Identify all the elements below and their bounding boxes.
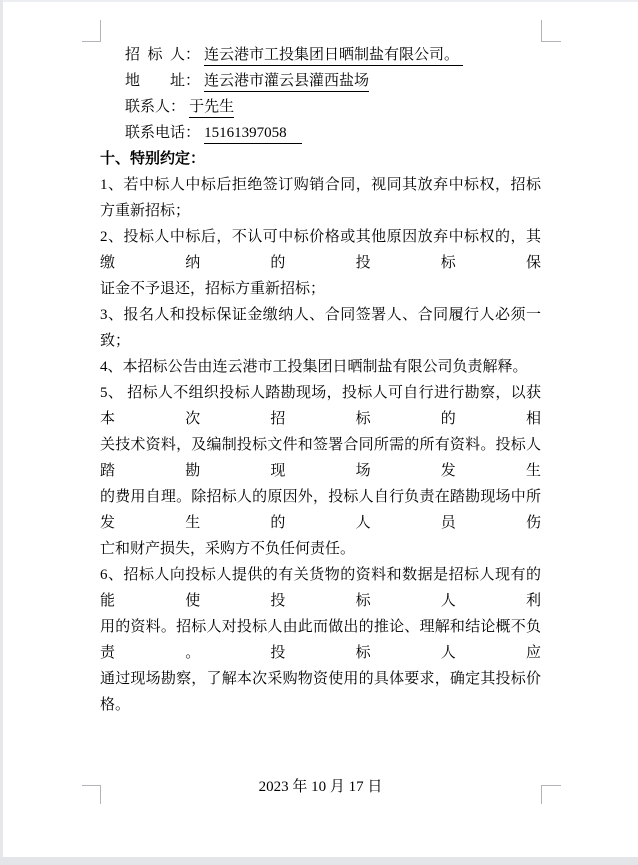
page-edge-top: [0, 0, 638, 2]
crop-mark-bottom-left: [82, 785, 101, 804]
page-edge-bottom: [0, 857, 638, 865]
contact-row: [125, 94, 541, 120]
contact-label: 联 系 电 话: [125, 125, 186, 141]
contact-label: 联 系 人: [125, 99, 171, 115]
contact-value: 15161397058: [204, 124, 302, 144]
text-column: [100, 42, 541, 800]
crop-mark-bottom-right: [541, 785, 561, 804]
crop-mark-top-left: [82, 20, 101, 42]
clause-line: 的费用自理。除招标人的原因外，投标人自行负责在踏勘现场中所发生的人员伤: [100, 489, 541, 531]
clause-line: 4、本招标公告由连云港市工投集团日晒制盐有限公司负责解释。: [100, 359, 528, 375]
clause-line: 用的资料。招标人对投标人由此而做出的推论、理解和结论概不负责。投标人应: [100, 619, 541, 661]
contact-colon: ：: [185, 125, 201, 141]
clause-line: 3、报名人和投标保证金缴纳人、合同签署人、合同履行人必须一致；: [100, 307, 541, 349]
contact-row: [125, 68, 541, 94]
contact-value: 连云港市工投集团日晒制盐有限公司。: [204, 46, 463, 66]
clause-line: 5、 招标人不组织投标人踏勘现场，投标人可自行进行勘察，以获本次招标的相: [100, 385, 541, 427]
clause-paragraph: [100, 562, 541, 718]
date-line: 2023 年 10 月 17 日: [258, 779, 383, 795]
contact-value: 连云港市灌云县灌西盐场: [204, 72, 369, 92]
special-terms-clauses: [100, 172, 541, 718]
contact-row: [125, 42, 541, 68]
clause-line: 关技术资料，及编制投标文件和签署合同所需的所有资料。投标人踏勘现场发生: [100, 437, 541, 479]
page-edge-left: [0, 0, 3, 865]
contact-label: 招 标 人: [125, 47, 185, 63]
clause-line: 证金不予退还，招标方重新招标；: [100, 281, 326, 297]
section-heading: 十、特别约定：: [100, 151, 206, 167]
contact-value: 于先生: [189, 98, 234, 118]
clause-line: 2、投标人中标后，不认可中标价格或其他原因放弃中标权的，其缴纳的投标保: [100, 229, 541, 271]
clause-line: 1、若中标人中标后拒绝签订购销合同，视同其放弃中标权，招标方重新招标；: [100, 177, 541, 219]
clause-line: 通过现场勘察，了解本次采购物资使用的具体要求，确定其投标价格。: [100, 671, 541, 713]
contact-label: 地 址: [125, 73, 185, 89]
contact-row: [125, 120, 541, 146]
clause-paragraph: [100, 224, 541, 302]
contact-block: [100, 42, 541, 146]
clause-paragraph: [100, 380, 541, 562]
clause-paragraph: [100, 354, 541, 380]
clause-paragraph: [100, 172, 541, 224]
contact-colon: ：: [170, 99, 186, 115]
clause-paragraph: [100, 302, 541, 354]
contact-colon: ：: [185, 73, 201, 89]
contact-colon: ：: [185, 47, 201, 63]
crop-mark-top-right: [541, 20, 561, 42]
clause-line: 亡和财产损失，采购方不负任何责任。: [100, 541, 356, 557]
clause-line: 6、招标人向投标人提供的有关货物的资料和数据是招标人现有的能使投标人利: [100, 567, 541, 609]
